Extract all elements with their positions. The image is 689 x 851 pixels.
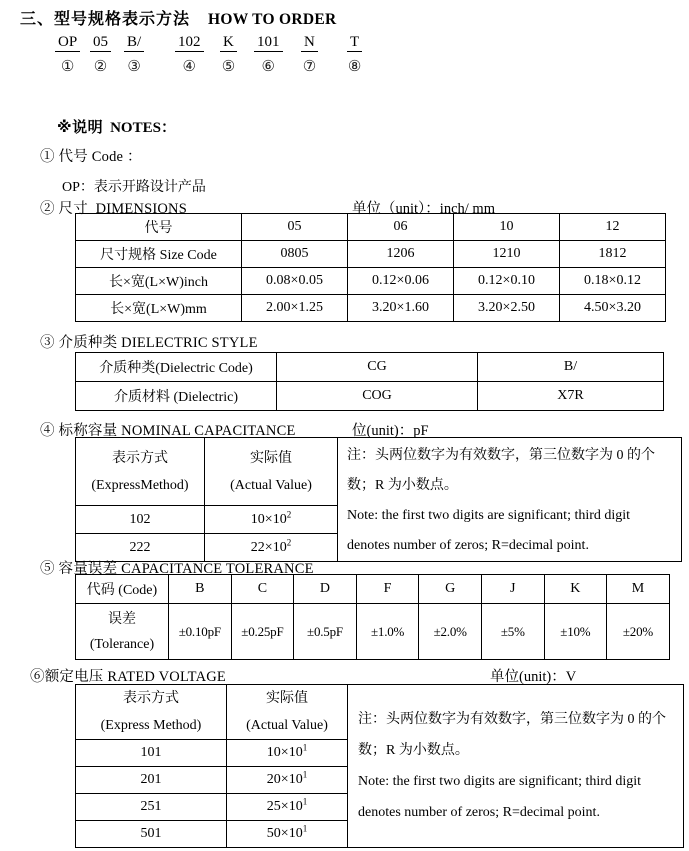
value-exponent: 2 <box>286 508 292 519</box>
order-code-segment <box>254 33 283 75</box>
note-cell <box>338 438 682 562</box>
table-cell <box>227 767 348 794</box>
section2-heading: ② 尺寸 DIMENSIONS <box>40 201 187 217</box>
code-index: ⑦ <box>302 59 317 75</box>
section4-unit: 位(unit)：pF <box>352 423 429 439</box>
section6-unit: 单位(unit)：V <box>490 669 577 685</box>
table-cell <box>227 821 348 848</box>
table-cell: 102 <box>76 506 205 534</box>
code-part: N <box>301 33 318 52</box>
table-cell: ±0.25pF <box>231 604 294 660</box>
section4-heading: ④ 标称容量 NOMINAL CAPACITANCE <box>40 423 296 439</box>
table-cell: ±20% <box>607 604 670 660</box>
header-line: 实际值 <box>266 691 308 706</box>
table-cell: 3.20×1.60 <box>348 295 454 322</box>
table-cell: ±5% <box>481 604 544 660</box>
table-cell: 501 <box>76 821 227 848</box>
value-base: 25×10 <box>266 799 303 814</box>
order-code-segment <box>347 33 362 75</box>
table-row <box>76 353 664 382</box>
table-cell: ±0.5pF <box>294 604 357 660</box>
table-cell: 4.50×3.20 <box>560 295 666 322</box>
table-cell: 0.12×0.06 <box>348 268 454 295</box>
table-header-cell: 代码 (Code) <box>76 575 169 604</box>
table-cell: 101 <box>76 740 227 767</box>
table-cell <box>227 740 348 767</box>
table-cell: B <box>169 575 232 604</box>
value-base: 50×10 <box>266 826 303 841</box>
code-index: ⑧ <box>347 59 362 75</box>
table-cell: 0.18×0.12 <box>560 268 666 295</box>
table-cell: J <box>481 575 544 604</box>
value-exponent: 1 <box>302 769 308 780</box>
table-cell: 12 <box>560 214 666 241</box>
code-part: 101 <box>254 33 283 52</box>
table-cell: 介质种类(Dielectric Code) <box>76 353 277 382</box>
value-exponent: 1 <box>302 823 308 834</box>
page-title <box>20 6 337 29</box>
value-base: 10×10 <box>250 511 287 527</box>
table-row <box>76 438 682 506</box>
rated-voltage-table <box>75 684 684 848</box>
note-en: Note: the first two digits are significant; third digit denotes number of zeros; R=decimal point. <box>358 774 642 820</box>
table-cell: 长×宽(L×W)mm <box>76 295 242 322</box>
table-cell: 长×宽(L×W)inch <box>76 268 242 295</box>
table-row <box>76 214 666 241</box>
table-cell: 1812 <box>560 241 666 268</box>
order-code-segment <box>124 33 144 75</box>
table-cell: G <box>419 575 482 604</box>
value-base: 22×10 <box>250 539 287 555</box>
table-cell: ±1.0% <box>356 604 419 660</box>
table-row <box>76 685 684 740</box>
header-line: (Express Method) <box>100 718 202 733</box>
page-title-zh: 三、型号规格表示方法 <box>20 9 191 28</box>
note-en: Note: the first two digits are significant; third digit denotes number of zeros; R=decimal point. <box>347 508 631 553</box>
capacitance-table <box>75 437 682 562</box>
header-line: (ExpressMethod) <box>91 477 189 493</box>
section3-heading: ③ 介质种类 DIELECTRIC STYLE <box>40 335 258 351</box>
code-index: ⑥ <box>261 59 275 75</box>
header-line: 误差 <box>108 611 136 627</box>
page-title-en: HOW TO ORDER <box>208 11 337 28</box>
section2-unit: 单位（unit）：inch/ mm <box>352 201 495 217</box>
table-header-cell <box>76 685 227 740</box>
table-cell: ±10% <box>544 604 607 660</box>
value-exponent: 2 <box>286 536 292 547</box>
table-row <box>76 382 664 411</box>
order-code-segment <box>55 33 80 75</box>
table-cell: 06 <box>348 214 454 241</box>
table-cell: 3.20×2.50 <box>454 295 560 322</box>
code-index: ① <box>60 59 75 75</box>
table-row <box>76 295 666 322</box>
table-cell: 222 <box>76 534 205 562</box>
code-part: 102 <box>175 33 204 52</box>
code-index: ③ <box>127 59 141 75</box>
table-cell: 1210 <box>454 241 560 268</box>
table-cell: 代号 <box>76 214 242 241</box>
code-index: ⑤ <box>221 59 236 75</box>
table-header-cell <box>227 685 348 740</box>
notes-heading-en: NOTES： <box>110 120 176 136</box>
table-cell: 介质材料 (Dielectric) <box>76 382 277 411</box>
value-exponent: 1 <box>302 796 308 807</box>
section6-heading: ⑥额定电压 RATED VOLTAGE <box>30 669 226 685</box>
notes-heading-zh: ※说明 <box>57 118 104 136</box>
value-base: 10×10 <box>266 745 303 760</box>
table-cell: X7R <box>478 382 664 411</box>
table-row <box>76 241 666 268</box>
header-line: (Tolerance) <box>89 636 155 652</box>
table-cell: 05 <box>242 214 348 241</box>
table-cell: 0.12×0.10 <box>454 268 560 295</box>
order-code-segment <box>220 33 237 75</box>
table-header-cell <box>76 438 205 506</box>
header-line: (Actual Value) <box>230 477 312 493</box>
value-exponent: 1 <box>302 742 308 753</box>
table-cell: 尺寸规格 Size Code <box>76 241 242 268</box>
table-cell: M <box>607 575 670 604</box>
table-cell: 10 <box>454 214 560 241</box>
table-cell: ±0.10pF <box>169 604 232 660</box>
table-cell: B/ <box>478 353 664 382</box>
table-cell: 251 <box>76 794 227 821</box>
table-cell: COG <box>277 382 478 411</box>
note-zh: 注：头两位数字为有效数字，第三位数字为 0 的个数；R 为小数点。 <box>347 448 655 493</box>
header-line: 实际值 <box>250 450 292 466</box>
table-cell: ±2.0% <box>419 604 482 660</box>
table-cell: D <box>294 575 357 604</box>
value-base: 20×10 <box>266 772 303 787</box>
order-code-segment <box>175 33 204 75</box>
order-code-segment <box>301 33 318 75</box>
note-zh: 注：头两位数字为有效数字，第三位数字为 0 的个数；R 为小数点。 <box>358 712 666 758</box>
dielectric-table <box>75 352 664 411</box>
section1-body: OP：表示开路设计产品 <box>62 180 206 195</box>
table-header-cell <box>205 438 338 506</box>
table-header-cell <box>76 604 169 660</box>
tolerance-table <box>75 574 670 660</box>
dimensions-table <box>75 213 666 322</box>
table-row <box>76 604 670 660</box>
note-cell <box>348 685 684 848</box>
notes-heading <box>57 116 176 137</box>
table-cell: F <box>356 575 419 604</box>
code-index: ④ <box>182 59 196 75</box>
table-cell: 0805 <box>242 241 348 268</box>
header-line: (Actual Value) <box>246 718 328 733</box>
header-line: 表示方式 <box>123 691 179 706</box>
table-row <box>76 268 666 295</box>
table-cell <box>205 506 338 534</box>
table-cell: 1206 <box>348 241 454 268</box>
section1-heading: ① 代号 Code ： <box>40 149 142 165</box>
section5-heading: ⑤ 容量误差 CAPACITANCE TOLERANCE <box>40 561 314 577</box>
code-part: OP <box>55 33 80 52</box>
table-cell: C <box>231 575 294 604</box>
table-cell: 0.08×0.05 <box>242 268 348 295</box>
code-part: B/ <box>124 33 144 52</box>
code-part: 05 <box>90 33 111 52</box>
table-cell: 2.00×1.25 <box>242 295 348 322</box>
code-index: ② <box>93 59 108 75</box>
table-cell <box>227 794 348 821</box>
table-cell: 201 <box>76 767 227 794</box>
code-part: K <box>220 33 237 52</box>
table-cell: CG <box>277 353 478 382</box>
code-part: T <box>347 33 362 52</box>
header-line: 表示方式 <box>112 450 168 466</box>
table-cell: K <box>544 575 607 604</box>
order-code-segment <box>90 33 111 75</box>
table-row <box>76 575 670 604</box>
